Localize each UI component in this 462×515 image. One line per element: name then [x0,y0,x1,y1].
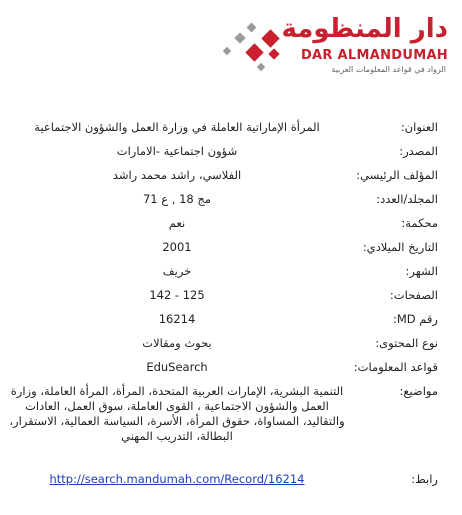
date-value: 2001 [162,240,192,254]
pages-label: الصفحات: [389,288,438,302]
volume-label: المجلد/العدد: [376,192,438,206]
brand-arabic-name: دار المنظومة [281,14,448,44]
content-type-label: نوع المحتوى: [375,336,438,350]
source-label: المصدر: [399,144,438,158]
row-databases [0,360,448,384]
brand-tagline: الرواد في قواعد المعلومات العربية [331,65,446,74]
row-volume [0,192,448,216]
md-number-value: 16214 [158,312,196,326]
subjects-value: التنمية البشرية، الإمارات العربية المتحدة، المرأة، المرأة العاملة، وزارة العمل والشؤون الاجتماعية ، القوى العاملة، سوق العمل، العادات والتقاليد، المساواة، حقوق المرأة، الأسرة، السياسة العمالية، الاستقرار، البطالة، التدريب المهني [9,384,345,443]
record-details-table [0,120,448,496]
link-cell [0,472,350,496]
volume-value: مج 18 , ع 71 [142,192,211,206]
row-source [0,144,448,168]
pages-value: 125 - 142 [149,288,205,302]
content-type-value: بحوث ومقالات [142,336,212,350]
author-value: الفلاسي، راشد محمد راشد [112,168,242,182]
row-link [0,472,448,496]
peer-reviewed-value: نعم [168,216,186,230]
month-value: خريف [162,264,192,278]
row-peer-reviewed [0,216,448,240]
row-md-number [0,312,448,336]
databases-label: قواعد المعلومات: [353,360,438,374]
author-label: المؤلف الرئيسي: [356,168,438,182]
source-value: شؤون اجتماعية -الامارات [116,144,238,158]
row-date [0,240,448,264]
month-label: الشهر: [405,264,438,278]
record-link[interactable]: http://search.mandumah.com/Record/16214 [49,472,305,486]
row-content-type [0,336,448,360]
date-label: التاريخ الميلادي: [362,240,438,254]
title-label: العنوان: [400,120,438,134]
row-subjects [0,384,448,472]
dar-almandumah-logo [218,12,448,82]
databases-value: EduSearch [146,360,208,374]
peer-reviewed-label: محكمة: [401,216,438,230]
row-title [0,120,448,144]
subjects-label: مواضيع: [399,384,438,398]
row-author [0,168,448,192]
brand-english-name: DAR ALMANDUMAH [300,48,448,63]
row-pages [0,288,448,312]
md-number-label: رقم MD: [392,312,438,326]
title-value: المرأة الإماراتية العاملة في وزارة العمل والشؤون الاجتماعية [34,120,320,134]
link-label: رابط: [411,472,438,486]
row-month [0,264,448,288]
